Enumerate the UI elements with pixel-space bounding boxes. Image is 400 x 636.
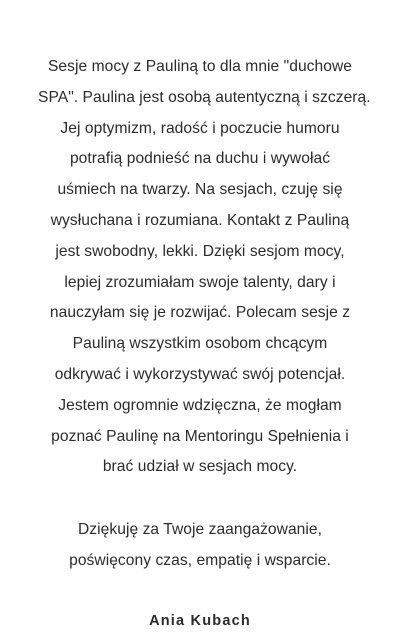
testimonial-line: SPA". Paulina jest osobą autentyczną i szczerą. (38, 88, 371, 106)
testimonial-line: poświęcony czas, empatię i wsparcie. (69, 551, 331, 569)
testimonial-line: lepiej zrozumiałam swoje talenty, dary i (64, 273, 336, 291)
testimonial-line: wysłuchana i rozumiana. Kontakt z Pauliną (50, 211, 350, 229)
testimonial-line: jest swobodny, lekki. Dzięki sesjom mocy, (55, 242, 345, 260)
testimonial-line: Sesje mocy z Pauliną to dla mnie "duchowe (47, 58, 353, 75)
testimonial-line: Jej optymizm, radość i poczucie humoru (60, 119, 340, 137)
testimonial-line: odkrywać i wykorzystywać swój potencjał. (54, 365, 346, 383)
testimonial-line: Jestem ogromnie wdzięczna, że mogłam (58, 396, 342, 414)
testimonial-line: uśmiech na twarzy. Na sesjach, czuję się (57, 181, 343, 199)
testimonial-paragraph-2 (38, 515, 362, 577)
testimonial-author: Ania Kubach (149, 612, 251, 629)
testimonial-line: potrafią podnieść na duchu i wywołać (69, 150, 331, 168)
testimonial-paragraph-1 (38, 52, 371, 483)
testimonial-line: nauczyłam się je rozwijać. Polecam sesje z (49, 304, 351, 322)
testimonial-line: Dziękuję za Twoje zaangażowanie, (77, 521, 323, 539)
testimonial-line: Pauliną wszystkim osobom chcącym (72, 335, 328, 353)
testimonial-line: brać udział w sesjach mocy. (102, 458, 298, 476)
testimonial-line: poznać Paulinę na Mentoringu Spełnienia i (51, 427, 349, 445)
